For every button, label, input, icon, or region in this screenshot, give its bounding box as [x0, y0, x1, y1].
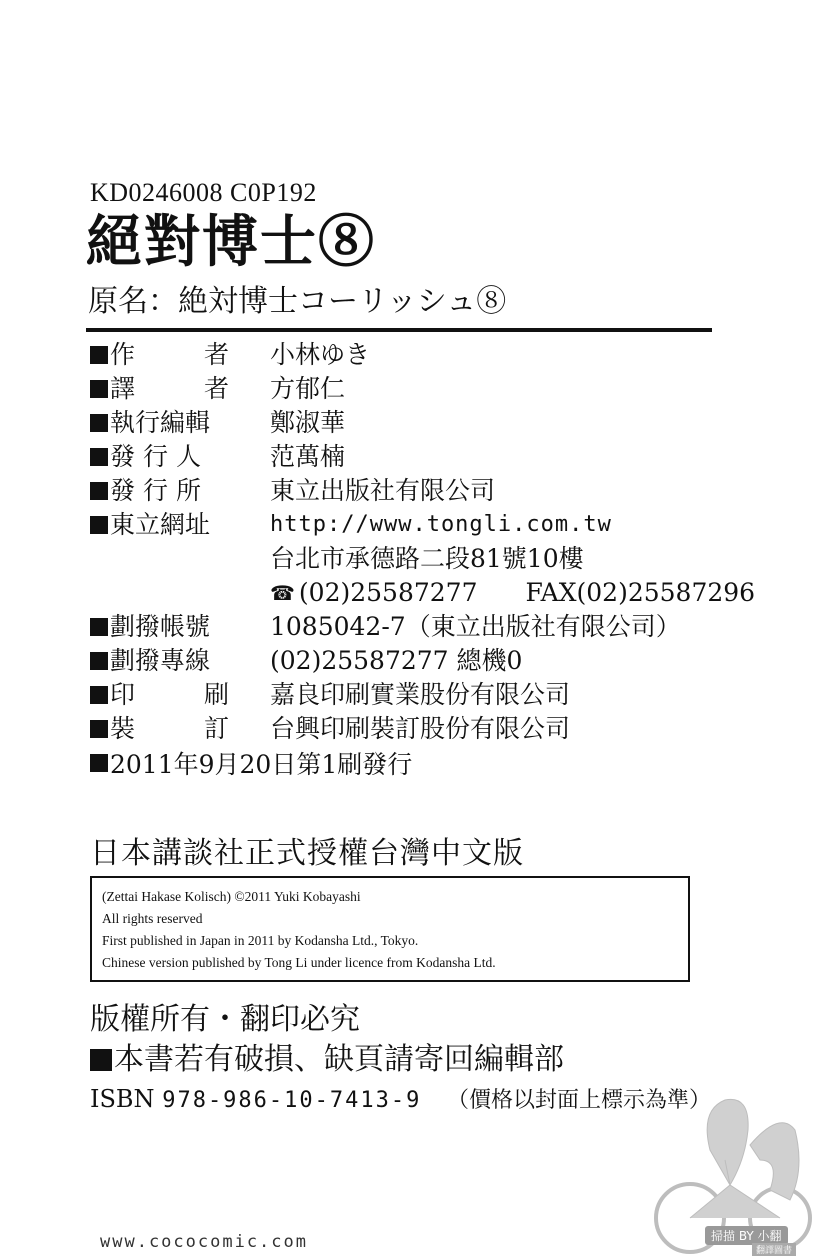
isbn-line: [90, 1082, 711, 1118]
book-title: 絕對博士⑧: [86, 209, 376, 275]
copyright-line: First published in Japan in 2011 by Kodansha Ltd., Tokyo.: [102, 933, 419, 948]
bullet-square-icon: [90, 346, 108, 364]
credit-value: 小林ゆき: [270, 340, 371, 369]
credit-value: 鄭淑華: [270, 408, 346, 437]
bullet-square-icon: [90, 380, 108, 398]
bullet-square-icon: [90, 686, 108, 704]
isbn-number: 978-986-10-7413-9: [162, 1088, 422, 1113]
credit-label: 譯 者: [110, 374, 252, 403]
credit-value: 台興印刷裝訂股份有限公司: [270, 714, 571, 743]
credit-label: 裝 訂: [110, 714, 252, 743]
bullet-square-icon: [90, 754, 108, 772]
copyright-line: (Zettai Hakase Kolisch) ©2011 Yuki Kobayashi: [102, 889, 361, 904]
watermark-subbadge: 翻譯圖書: [752, 1243, 796, 1256]
phone-number: (02)25587277: [298, 578, 478, 607]
credit-row-publisher: [90, 440, 750, 474]
bullet-square-icon: [90, 482, 108, 500]
publish-date-row: [90, 746, 750, 780]
credit-row-publishing-house: [90, 474, 750, 508]
credit-value: 方郁仁: [270, 374, 346, 403]
bullet-square-icon: [90, 720, 108, 738]
credit-value: 范萬楠: [270, 442, 346, 471]
credit-row-website: [90, 508, 750, 542]
credit-row-translator: [90, 372, 750, 406]
bullet-square-icon: [90, 652, 108, 670]
address-text: 台北市承德路二段81號10樓: [270, 544, 584, 573]
watermark-url: www.cococomic.com: [100, 1232, 308, 1252]
fax-number: FAX(02)25587296: [525, 578, 756, 607]
credit-row-postal-line: [90, 644, 750, 678]
credit-row-editor: [90, 406, 750, 440]
bullet-square-icon: [90, 414, 108, 432]
credit-row-postal-account: [90, 610, 750, 644]
credit-value: (02)25587277 總機0: [270, 646, 523, 675]
watermark-badge: 掃描 BY 小翻: [705, 1226, 788, 1245]
publish-date: 2011年9月20日第1刷發行: [110, 750, 413, 779]
credit-label: 劃撥專線: [110, 646, 211, 675]
copyright-box: [90, 876, 690, 982]
credit-label: 印 刷: [110, 680, 252, 709]
website-url: http://www.tongli.com.tw: [270, 512, 612, 537]
credit-label: 劃撥帳號: [110, 612, 211, 641]
divider-rule: [86, 328, 712, 332]
bullet-square-icon: [90, 448, 108, 466]
bullet-square-icon: [90, 1049, 112, 1071]
copyright-line: Chinese version published by Tong Li under licence from Kodansha Ltd.: [102, 955, 496, 970]
credit-value: 1085042-7（東立出版社有限公司）: [270, 612, 681, 641]
damage-notice: [90, 1040, 564, 1080]
telephone-icon: ☎: [270, 581, 295, 605]
copyright-line: All rights reserved: [102, 911, 203, 926]
original-title: 原名：絶対博士コーリッシュ⑧: [88, 284, 507, 319]
bullet-square-icon: [90, 516, 108, 534]
credit-row-printing: [90, 678, 750, 712]
credit-label: 執行編輯: [110, 408, 211, 437]
credit-row-author: [90, 338, 750, 372]
credits-block: [90, 338, 756, 780]
credit-label: 發行所: [110, 476, 210, 505]
credit-value: 東立出版社有限公司: [270, 476, 496, 505]
license-statement: 日本講談社正式授權台灣中文版: [90, 836, 524, 871]
address-row: [90, 542, 750, 576]
credit-label: 東立網址: [110, 510, 211, 539]
phone-row: [90, 576, 756, 610]
credit-row-binding: [90, 712, 750, 746]
catalog-code: KD0246008 C0P192: [90, 178, 317, 207]
credit-value: 嘉良印刷實業股份有限公司: [270, 680, 571, 709]
credit-label: 發行人: [110, 442, 210, 471]
rights-reserved: 版權所有・翻印必究: [90, 1002, 360, 1037]
damage-notice-text: 本書若有破損、缺頁請寄回編輯部: [114, 1042, 564, 1077]
price-note: （價格以封面上標示為準）: [447, 1088, 712, 1113]
isbn-label: ISBN: [90, 1085, 155, 1113]
bullet-square-icon: [90, 618, 108, 636]
credit-label: 作 者: [110, 340, 252, 369]
